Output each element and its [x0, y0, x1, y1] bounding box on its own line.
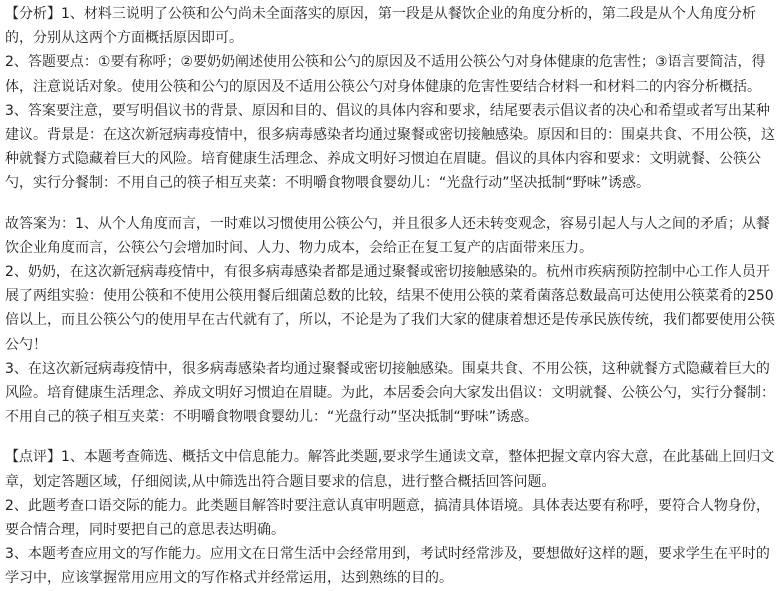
analysis-point-1: 【分析】1、材料三说明了公筷和公勺尚未全面落实的原因，第一段是从餐饮企业的角度分析的，第二段是从个人角度分析的，分别从这两个方面概括原因即可。	[5, 6, 756, 47]
review-section	[5, 445, 775, 590]
section-divider	[5, 429, 775, 445]
answer-point-1: 故答案为：1、从个人角度而言，一时难以习惯使用公筷公勺，并且很多人还未转变观念，容易引起人与人之间的矛盾；从餐饮企业角度而言，公筷公勺会增加时间、人力、物力成本，会给正在复工复产的店面带来压力。	[5, 215, 770, 256]
review-point-1: 【点评】1、本题考查筛选、概括文中信息能力。解答此类题,要求学生通读文章，整体把握文章内容大意，在此基础上回归文章，划定答题区域，仔细阅读,从中筛选出符合题目要求的信息，进行整合概括回答问题。	[5, 449, 775, 490]
answer-section	[5, 212, 775, 430]
analysis-point-3: 3、答案要注意，要写明倡议书的背景、原因和目的、倡议的具体内容和要求，结尾要表示倡议者的决心和希望或者写出某种建议。背景是：在这次新冠病毒疫情中，很多病毒感染者均通过聚餐或密切接触感染。原因和目的：围桌共食、不用公筷，这种就餐方式隐藏着巨大的风险。培育健康生活理念、养成文明好习惯迫在眉睫。倡议的具体内容和要求：文明就餐、公筷公勺，实行分餐制：不用自己的筷子相互夹菜：不明嚼食物喂食婴幼儿：“光盘行动”坚决抵制“野味”诱惑。	[5, 102, 775, 192]
answer-point-3: 3、在这次新冠病毒疫情中，很多病毒感染者均通过聚餐或密切接触感染。围桌共食、不用公筷，这种就餐方式隐藏着巨大的风险。培育健康生活理念、养成文明好习惯迫在眉睫。为此，本居委会向大家发出倡议：文明就餐、公筷公勺，实行分餐制：不用自己的筷子相互夹菜：不明嚼食物喂食婴幼儿：“光盘行动”坚决抵制“野味”诱惑。	[5, 360, 775, 426]
analysis-section	[5, 2, 775, 196]
answer-point-2: 2、奶奶，在这次新冠病毒疫情中，有很多病毒感染者都是通过聚餐或密切接触感染的。杭州市疾病预防控制中心工作人员开展了两组实验：使用公筷和不使用公筷用餐后细菌总数的比较，结果不使用公筷的菜肴菌落总数最高可达使用公筷菜肴的250倍以上，而且公筷公勺的使用早在古代就有了，所以，不论是为了我们大家的健康着想还是传承民族传统，我们都要使用公筷公勺！	[5, 264, 775, 353]
review-point-2: 2、此题考查口语交际的能力。此类题目解答时要注意认真审明题意，搞清具体语境。具体表达要有称呼，要符合人物身份，要合情合理，同时要把自己的意思表达明确。	[5, 497, 770, 539]
analysis-point-2: 2、答题要点：①要有称呼；②要奶奶阐述使用公筷和公勺的原因及不适用公筷公勺对身体健康的危害性；③语言要简洁，得体，注意说话对象。使用公筷和公勺的原因及不适用公筷公勺对身体健康的危害性要结合材料一和材料二的内容分析概括。	[5, 54, 766, 95]
review-point-3: 3、本题考查应用文的写作能力。应用文在日常生活中会经常用到，考试时经常涉及，要想做好这样的题，要求学生在平时的学习中，应该掌握常用应用文的写作格式并经常运用，达到熟练的目的。	[5, 546, 770, 587]
section-divider	[5, 196, 775, 212]
